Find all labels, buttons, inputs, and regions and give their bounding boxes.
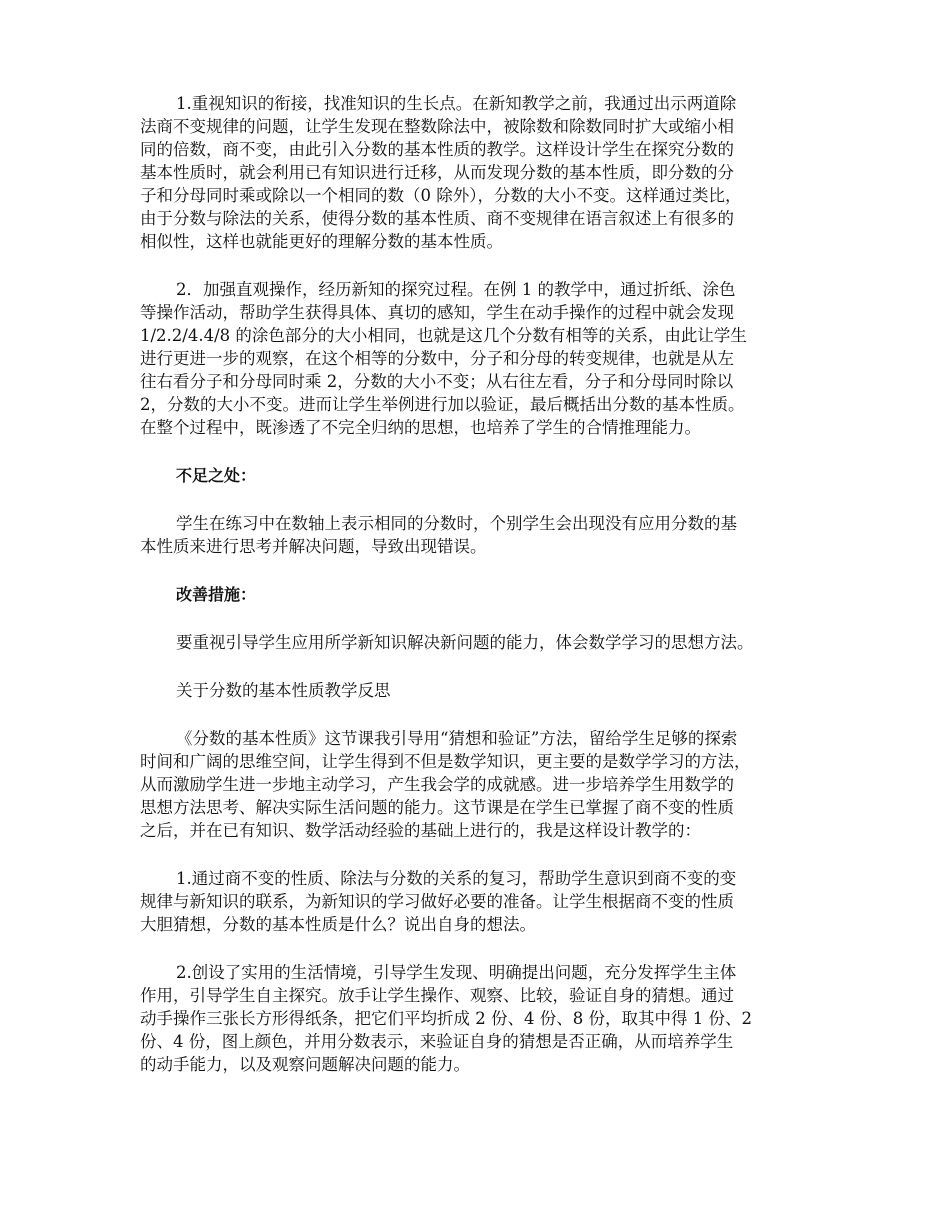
- paragraph-7: [140, 867, 820, 936]
- text-line: 大胆猜想，分数的基本性质是什么？说出自身的想法。: [140, 915, 536, 934]
- text-line: 本性质来进行思考并解决问题，导致出现错误。: [140, 537, 487, 556]
- text-line: 基本性质时，就会利用已有知识进行迁移，从而发现分数的基本性质，即分数的分: [140, 163, 734, 182]
- paragraph-6: [140, 727, 820, 842]
- paragraph-2: [140, 278, 820, 439]
- text-line: 关于分数的基本性质教学反思: [176, 681, 391, 700]
- text-line: 作用，引导学生自主探究。放手让学生操作、观察、比较，验证自身的猜想。通过: [140, 986, 734, 1005]
- text-line: 2，分数的大小不变。进而让学生举例进行加以验证，最后概括出分数的基本性质。: [140, 395, 745, 414]
- text-line: 子和分母同时乘或除以一个相同的数（0 除外），分数的大小不变。这样通过类比，: [140, 186, 742, 205]
- paragraph-8: [140, 961, 820, 1076]
- heading-text: 改善措施：: [176, 585, 257, 604]
- text-line: 份、4 份，图上颜色，并用分数表示，来验证自身的猜想是否正确，从而培养学生: [140, 1032, 734, 1051]
- text-line: 《分数的基本性质》这节课我引导用“猜想和验证”方法，留给学生足够的探索: [176, 729, 738, 748]
- text-line: 法商不变规律的问题，让学生发现在整数除法中，被除数和除数同时扩大或缩小相: [140, 117, 734, 136]
- text-line: 2.创设了实用的生活情境，引导学生发现、明确提出问题，充分发挥学生主体: [176, 963, 737, 982]
- paragraph-4: [140, 631, 820, 654]
- text-line: 时间和广阔的思维空间，让学生得到不但是数学知识，更主要的是数学学习的方法，: [140, 752, 751, 771]
- text-line: 从而激励学生进一步地主动学习，产生我会学的成就感。进一步培养学生用数学的: [140, 775, 734, 794]
- text-line: 思想方法思考、解决实际生活问题的能力。这节课是在学生已掌握了商不变的性质: [140, 798, 734, 817]
- paragraph-1: [140, 92, 820, 253]
- text-line: 往右看分子和分母同时乘 2，分数的大小不变；从右往左看，分子和分母同时除以: [140, 372, 734, 391]
- paragraph-3: [140, 512, 820, 558]
- text-line: 由于分数与除法的关系，使得分数的基本性质、商不变规律在语言叙述上有很多的: [140, 209, 734, 228]
- document-page: [140, 92, 820, 1076]
- text-line: 的动手能力，以及观察问题解决问题的能力。: [140, 1055, 470, 1074]
- text-line: 相似性，这样也就能更好的理解分数的基本性质。: [140, 232, 503, 251]
- heading-text: 不足之处：: [176, 466, 257, 485]
- section-heading-shortcomings: [140, 464, 820, 487]
- text-line: 要重视引导学生应用所学新知识解决新问题的能力，体会数学学习的思想方法。: [176, 633, 754, 652]
- text-line: 进行更进一步的观察，在这个相等的分数中，分子和分母的转变规律，也就是从左: [140, 349, 734, 368]
- text-line: 之后，并在已有知识、数学活动经验的基础上进行的，我是这样设计教学的：: [140, 821, 701, 840]
- text-line: 1.重视知识的衔接，找准知识的生长点。在新知教学之前，我通过出示两道除: [176, 94, 737, 113]
- text-line: 2．加强直观操作，经历新知的探究过程。在例 1 的教学中，通过折纸、涂色: [176, 280, 736, 299]
- text-line: 动手操作三张长方形得纸条，把它们平均折成 2 份、4 份、8 份，取其中得 1 份、2: [140, 1009, 752, 1028]
- text-line: 同的倍数，商不变，由此引入分数的基本性质的教学。这样设计学生在探究分数的: [140, 140, 734, 159]
- text-line: 在整个过程中，既渗透了不完全归纳的思想，也培养了学生的合情推理能力。: [140, 418, 701, 437]
- text-line: 1.通过商不变的性质、除法与分数的关系的复习，帮助学生意识到商不变的变: [176, 869, 737, 888]
- text-line: 等操作活动，帮助学生获得具体、真切的感知，学生在动手操作的过程中就会发现: [140, 303, 734, 322]
- text-line: 规律与新知识的联系，为新知识的学习做好必要的准备。让学生根据商不变的性质: [140, 892, 734, 911]
- paragraph-5: [140, 679, 820, 702]
- text-line: 学生在练习中在数轴上表示相同的分数时，个别学生会出现没有应用分数的基: [176, 514, 737, 533]
- text-line: 1/2.2/4.4/8 的涂色部分的大小相同，也就是这几个分数有相等的关系，由此让学生: [140, 326, 747, 345]
- section-heading-improvements: [140, 583, 820, 606]
